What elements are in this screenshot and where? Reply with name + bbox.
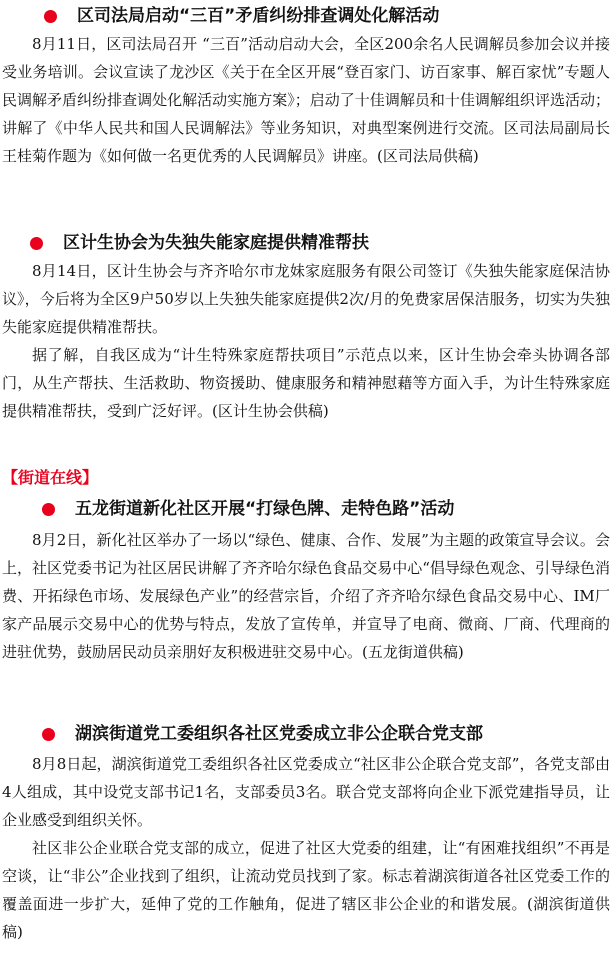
street-article-1-headline [0,495,612,523]
street-article-2-paragraph-2: 社区非公企业联合党支部的成立，促进了社区大党委的组建，让“有困难找组织”不再是空谈，让“非公”企业找到了组织，让流动党员找到了家。标志着湖滨街道各社区党委工作的覆盖面进一步扩大，延伸了党的工作触角，促进了辖区非公企业的和谐发展。(湖滨街道供稿) [2,839,610,941]
red-circle-bullet-icon [30,237,43,250]
street-article-1-title: 五龙街道新化社区开展“打绿色牌、走特色路”活动 [75,499,455,519]
article-2-paragraph-1: 8月14日，区计生协会与齐齐哈尔市龙妹家庭服务有限公司签订《失独失能家庭保洁协议》，今后将为全区9户50岁以上失独失能家庭提供2次/月的免费家居保洁服务，切实为失独失能家庭提供精准帮扶。 [2,262,610,336]
street-article-2-title: 湖滨街道党工委组织各社区党委成立非公企联合党支部 [75,724,483,744]
street-article-2-headline [0,720,612,748]
article-1-headline [0,2,612,30]
section-tag-street-online: 【街道在线】 [2,468,99,487]
red-circle-bullet-icon [44,10,57,23]
article-2-headline [0,229,612,257]
article-2-title: 区计生协会为失独失能家庭提供精准帮扶 [63,233,369,253]
street-article-1-paragraph-1: 8月2日，新化社区举办了一场以“绿色、健康、合作、发展”为主题的政策宣导会议。会上，社区党委书记为社区居民讲解了齐齐哈尔绿色食品交易中心“倡导绿色观念、引导绿色消费、开拓绿色市场、发展绿色产业”的经营宗旨，介绍了齐齐哈尔绿色食品交易中心、IM厂家产品展示交易中心的优势与特点，发放了宣传单，并宣导了电商、微商、厂商、代理商的进驻优势，鼓励居民动员亲朋好友积极进驻交易中心。(五龙街道供稿) [2,531,610,661]
street-article-2-paragraph-1: 8月8日起，湖滨街道党工委组织各社区党委成立“社区非公企联合党支部”，各党支部由4人组成，其中设党支部书记1名，支部委员3名。联合党支部将向企业下派党建指导员，让企业感受到组织关怀。 [2,755,610,829]
red-circle-bullet-icon [42,728,55,741]
article-1-title: 区司法局启动“三百”矛盾纠纷排查调处化解活动 [77,6,440,26]
article-2-paragraph-2: 据了解，自我区成为“计生特殊家庭帮扶项目”示范点以来，区计生协会牵头协调各部门，从生产帮扶、生活救助、物资援助、健康服务和精神慰藉等方面入手，为计生特殊家庭提供精准帮扶，受到广泛好评。(区计生协会供稿) [2,346,610,420]
red-circle-bullet-icon [42,503,55,516]
article-1-paragraph-1: 8月11日，区司法局召开 “三百”活动启动大会，全区200余名人民调解员参加会议并接受业务培训。会议宣读了龙沙区《关于在全区开展“登百家门、访百家事、解百家忧”专题人民调解矛盾纠纷排查调处化解活动实施方案》；启动了十佳调解员和十佳调解组织评选活动；讲解了《中华人民共和国人民调解法》等业务知识，对典型案例进行交流。区司法局副局长王桂菊作题为《如何做一名更优秀的人民调解员》讲座。(区司法局供稿) [2,35,610,165]
